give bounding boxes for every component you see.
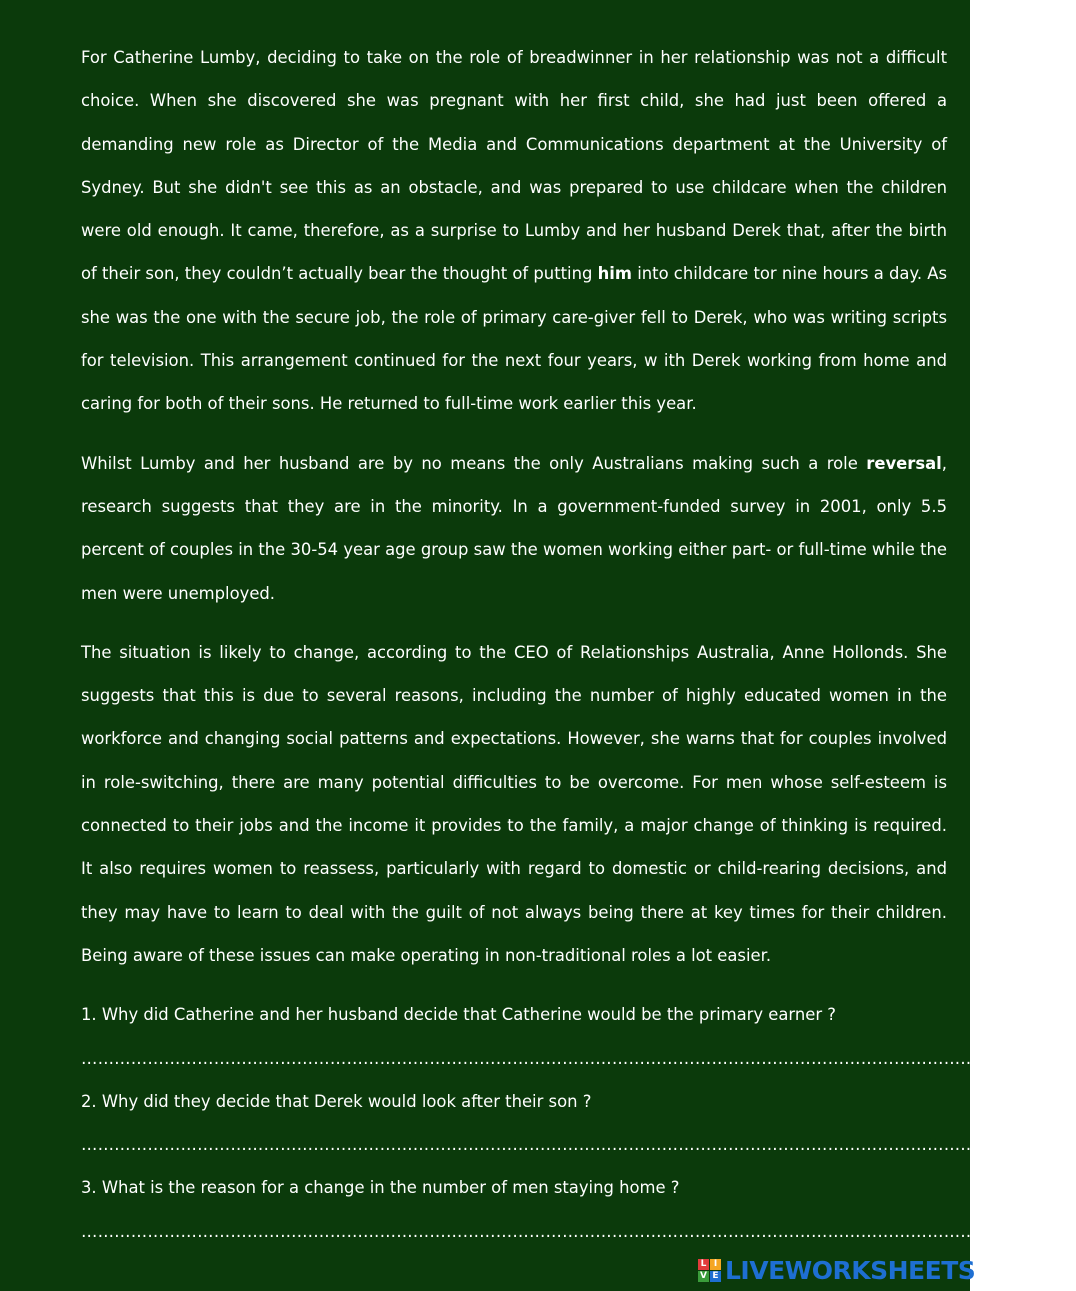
paragraph-1-text-cont: into childcare tor nine hours a day. As she was the one with the secure job, the role of primary care-giver fell to Derek, who was writing scripts for television. This arrangement continued for the next four years, w ith Derek working from home and caring for both of their sons. He returned to full-time work earlier this year.: [81, 264, 947, 414]
liveworksheets-watermark: [698, 1255, 975, 1285]
emphasis-reversal: reversal: [866, 453, 942, 473]
question-3: 3. What is the reason for a change in the number of men staying home ?: [81, 1178, 680, 1198]
paragraph-3: [81, 631, 947, 977]
answer-field-2[interactable]: ………………………………………………………………………………………………………………………………………………………………: [81, 1135, 1076, 1155]
emphasis-him: him: [597, 264, 632, 284]
logo-letter-i: I: [710, 1259, 721, 1270]
logo-letter-v: V: [698, 1271, 709, 1282]
answer-field-1[interactable]: ………………………………………………………………………………………………………………………………………………………………: [81, 1048, 1076, 1068]
paragraph-1-text: For Catherine Lumby, deciding to take on the role of breadwinner in her relationship was not a difficult choice. When she discovered she was pregnant with her first child, she had just been offered a demanding new role as Director of the Media and Communications department at the University of Sydney. But she didn't see this as an obstacle, and was prepared to use childcare when the children were old enough. It came, therefore, as a surprise to Lumby and her husband Derek that, after the birth of their son, they couldn’t actually bear the thought of putting: [81, 48, 947, 284]
logo-letter-l: L: [698, 1259, 709, 1270]
paragraph-2-text-cont: , research suggests that they are in the minority. In a government-funded survey in 2001, only 5.5 percent of couples in the 30-54 year age group saw the women working either part- or full-time while the men were unemployed.: [81, 453, 947, 603]
reading-passage: [81, 36, 1076, 1253]
paragraph-2: [81, 442, 947, 615]
paragraph-3-text: The situation is likely to change, according to the CEO of Relationships Australia, Anne Hollonds. She suggests that this is due to several reasons, including the number of highly educated women in the workforce and changing social patterns and expectations. However, she warns that for couples involved in role-switching, there are many potential difficulties to be overcome. For men whose self-esteem is connected to their jobs and the income it provides to the family, a major change of thinking is required. It also requires women to reassess, particularly with regard to domestic or child-rearing decisions, and they may have to learn to deal with the guilt of not always being there at key times for their children. Being aware of these issues can make operating in non-traditional roles a lot easier.: [81, 642, 947, 965]
question-2: 2. Why did they decide that Derek would look after their son ?: [81, 1091, 592, 1111]
paragraph-1: [81, 36, 947, 426]
watermark-text: LIVEWORKSHEETS: [725, 1255, 976, 1285]
logo-letter-e: E: [710, 1271, 721, 1282]
answer-field-3[interactable]: ………………………………………………………………………………………………………………………………………………………………: [81, 1221, 1076, 1241]
liveworksheets-logo-icon: [698, 1259, 721, 1282]
questions-section: [81, 993, 1076, 1253]
question-1: 1. Why did Catherine and her husband decide that Catherine would be the primary earner ?: [81, 1005, 836, 1025]
paragraph-2-text: Whilst Lumby and her husband are by no means the only Australians making such a role: [81, 453, 867, 473]
